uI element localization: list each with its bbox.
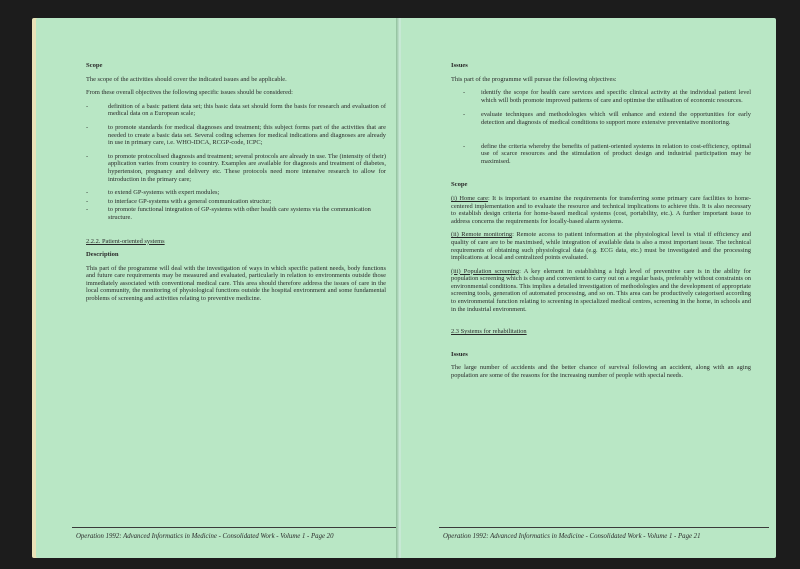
right-page (401, 18, 776, 558)
right-page-content (451, 62, 751, 386)
issues-heading-2: Issues (451, 350, 468, 358)
objectives-intro: From these overall objectives the following specific issues should be considered: (86, 89, 293, 97)
left-page (36, 18, 399, 558)
scope-heading: Scope (86, 62, 103, 69)
list-item: - to promote functional integration of GP-systems with other health care systems via the communication structure. (86, 206, 371, 221)
remote-monitoring-label: (ii) Remote monitoring (451, 231, 513, 239)
list-item: - to extend GP-systems with expert modules; (86, 189, 220, 197)
issues-heading: Issues (451, 62, 468, 69)
issues-intro: This part of the programme will pursue the following objectives: (451, 75, 617, 83)
footer-rule (72, 527, 399, 528)
list-item: - to interface GP-systems with a general communication structur; (86, 197, 272, 205)
rehabilitation-title: 2.3 Systems for rehabilitation (451, 328, 527, 336)
left-page-content (86, 62, 386, 309)
page-footer: Operation 1992: Advanced Informatics in Medicine - Consolidated Work - Volume 1 - Page 20 (76, 533, 334, 540)
dash-item: - to promote protocolised diagnosis and treatment; several protocols are already in use. The (intensity of their) application varies from country to country. Examples are available for diagnosis and treatment of diabetes, hypertension, pregnancy and delivery etc. These protocols need more intensive research to allow for introduction in the primary care; (86, 152, 386, 183)
home-care-paragraph: (i) Home care: It is important to examine the requirements for transferring some primary care facilities to home-centered implementation and to evaluate the resource and technical implications to achieve this. It is also necessary to establish design criteria for home-based medical systems (cost, portability, etc.). A further important issue to address concerns the requirements for locally-based alarm systems. (451, 194, 751, 225)
home-care-label: (i) Home care (451, 194, 489, 202)
description-text: This part of the programme will deal with the investigation of ways in which specific patient needs, body functions and future care requirements may be measured and evaluated, particularly in relation to environments outside those immediately associated with conventional medical care. This area should therefore address the issues of care in the local community, the monitoring of physiological functions outside the hospital environment and some fundamental problems of screening and activities relating to preventive medicine. (86, 264, 386, 303)
issues-2-text: The large number of accidents and the better chance of survival following an accident, along with an aging population are some of the reasons for the increasing number of people with special needs. (451, 364, 751, 380)
gp-systems-list (86, 189, 386, 221)
section-title: 2.2.2. Patient-oriented systems (86, 237, 165, 245)
remote-monitoring-paragraph: (ii) Remote monitoring: Remote access to patient information at the physiological level is vital if efficiency and quality of care are to be maximised, while integration of available data is also a most important issue. The technical requirements of obtaining such physiological data (e.g. ECG data, etc.) must be investigated and the processing implications at local and centralized points evaluated. (451, 231, 751, 262)
population-screening-paragraph: (iii) Population screening: A key element in establishing a high level of preventive care is in the ability for population screening which is cheap and convenient to carry out on a regular basis, preferably without constraints on environmental conditions. This implies a detailed investigation of methodologies and the development of appropriate screening tools, generation of automated processing, and so on. This area can be productively categorised according to environmental function relating to screening in specialized medical centres, screening in the home, in schools and in the industrial environment. (451, 267, 751, 313)
objective-item: - define the criteria whereby the benefits of patient-oriented systems in relation to cost-efficiency, optimal use of scarce resources and the stimulation of product design and industrial participation may be maximised. (463, 142, 751, 165)
scope-heading: Scope (451, 181, 468, 189)
population-screening-label: (iii) Population screening (451, 267, 520, 275)
objective-item: - evaluate techniques and methodologies which will enhance and extend the opportunities for early detection and diagnosis of medical conditions to support more extensive preventative monitoring. (463, 111, 751, 126)
objective-item: - identify the scope for health care services and specific clinical activity at the individual patient level which will both promote improved patterns of care and optimise the utilisation of economic resources. (463, 89, 751, 104)
dash-item: - to promote standards for medical diagnoses and treatment; this subject forms part of the activities that are needed to create a basic data set. Several coding schemes for medical indications and diagnoses are already in use in primary care, i.e. WHO-IDCA, RCGP-code, ICPC; (86, 123, 386, 147)
page-footer: Operation 1992: Advanced Informatics in Medicine - Consolidated Work - Volume 1 - Page 21 (443, 533, 701, 540)
dash-item: - definition of a basic patient data set; this basic data set should form the basis for research and evaluation of medical data on a European scale; (86, 102, 386, 118)
footer-rule (439, 527, 769, 528)
scope-intro: The scope of the activities should cover the indicated issues and be applicable. (86, 75, 287, 83)
description-heading: Description (86, 251, 119, 259)
